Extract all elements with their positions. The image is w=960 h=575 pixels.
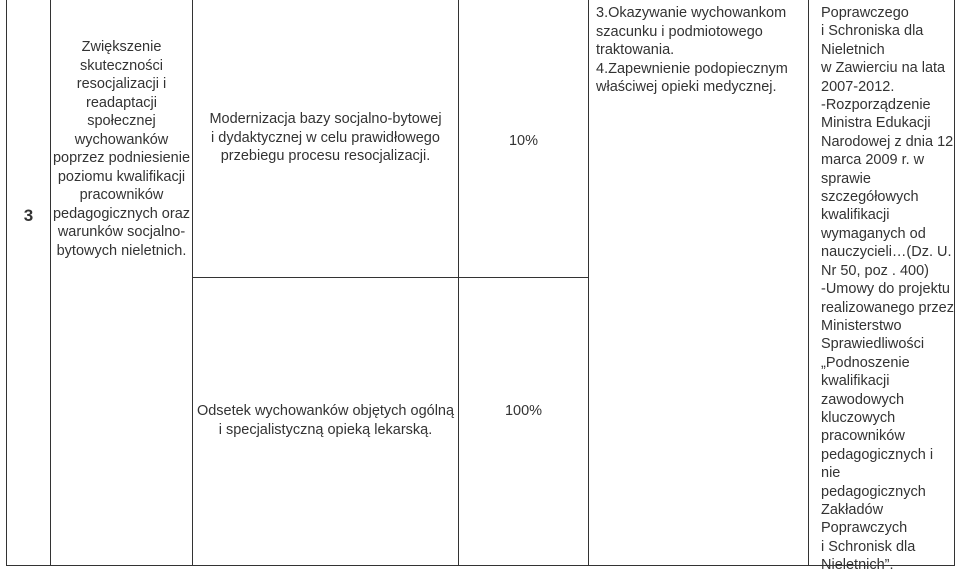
indicator-text: Odsetek wychowanków objętych ogólną i specjalistyczną opieką lekarską. — [196, 403, 455, 438]
table-border — [192, 277, 588, 278]
indicator-text: Modernizacja bazy socjalno-bytowej i dydaktycznej w celu prawidłowego przebiegu procesu resocjalizacji. — [209, 111, 442, 164]
table-border — [6, 0, 7, 566]
row-number: 3 — [23, 206, 34, 225]
goal-text: Zwiększenie skuteczności resocjalizacji i readaptacji społecznej wychowanków poprzez podniesienie poziomu kwalifikacji pracowników pedagogicznych oraz warunków socjalno- bytowych nieletnich. — [52, 39, 191, 259]
table-border — [808, 0, 809, 566]
table-border — [954, 0, 955, 566]
table-border — [458, 0, 459, 566]
indicator-value: 100% — [504, 403, 543, 419]
indicator-value: 10% — [508, 133, 539, 149]
table-border — [6, 565, 955, 566]
table-border — [192, 0, 193, 566]
table-border — [588, 0, 589, 566]
sources-text: Poprawczego i Schroniska dla Nieletnich w Zawierciu na lata 2007-2012. -Rozporządzenie Ministra Edukacji Narodowej z dnia 12 marca 2009 r. w sprawie szczegółowych kwalifikacji wymaganych od nauczycieli…(Dz. U. Nr 50, poz . 400) -Umowy do projektu realizowanego przez Ministerstwo Sprawiedliwości „Podnoszenie kwalifikacji zawodowych kluczowych pracowników pedagogicznych i nie pedagogicznych Zakładów Poprawczych i Schronisk dla Nieletnich”. — [821, 5, 954, 574]
actions-text: 3.Okazywanie wychowankom szacunku i podmiotowego traktowania. 4.Zapewnienie podopiecznym właściwej opieki medycznej. — [596, 5, 788, 95]
